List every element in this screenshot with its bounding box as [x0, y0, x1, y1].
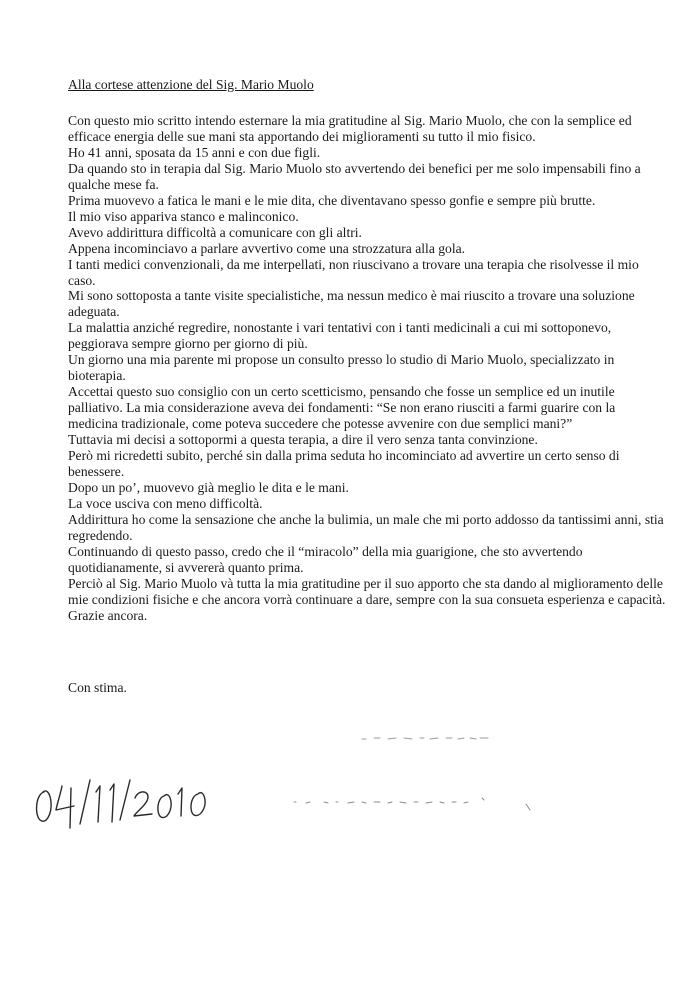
letter-heading: Alla cortese attenzione del Sig. Mario Muolo [68, 77, 314, 92]
handwritten-date [30, 770, 215, 830]
paragraph: Grazie ancora. [68, 607, 148, 623]
paragraph: Appena incominciavo a parlare avvertivo come una strozzatura alla gola. [68, 240, 466, 256]
letter-body [68, 113, 668, 624]
closing-salutation: Con stima. [68, 680, 127, 695]
paragraph: Ho 41 anni, sposata da 15 anni e con due figli. [68, 144, 321, 160]
signature-mark [290, 790, 540, 815]
paragraph: Continuando di questo passo, credo che il “miracolo” della mia guarigione, che sto avvertendo quotidianamente, si avvererà quanto prima. [68, 543, 583, 575]
paragraph: Il mio viso appariva stanco e malinconico. [68, 208, 299, 224]
paragraph: Da quando sto in terapia dal Sig. Mario Muolo sto avvertendo dei benefici per me solo impensabili fino a qualche mese fa. [68, 160, 641, 192]
paragraph: Dopo un po’, muovevo già meglio le dita e le mani. [68, 479, 349, 495]
paragraph: Avevo addirittura difficoltà a comunicare con gli altri. [68, 224, 362, 240]
paragraph: La voce usciva con meno difficoltà. [68, 495, 263, 511]
paragraph: Prima muovevo a fatica le mani e le mie dita, che diventavano spesso gonfie e sempre più brutte. [68, 192, 596, 208]
paragraph: Però mi ricredetti subito, perché sin dalla prima seduta ho incominciato ad avvertire un certo senso di benessere. [68, 448, 620, 479]
paragraph: Perciò al Sig. Mario Muolo và tutta la mia gratitudine per il suo apporto che sta dando al miglioramento delle mie condizioni fisiche e che ancora vorrà continuare a dare, sempre con la sua consueta esperienza e capacità. [68, 575, 666, 607]
paragraph: Accettai questo suo consiglio con un certo scetticismo, pensando che fosse un semplice ed un inutile palliativo. La mia considerazione aveva dei fondamenti: “Se non erano riusciti a farmi guarire con la medicina tradizionale, come poteva succedere che potesse avvenire con due semplici mani?” [68, 384, 616, 432]
paragraph: Con questo mio scritto intendo esternare la mia gratitudine al Sig. Mario Muolo, che con la semplice ed efficace energia delle sue mani sta apportando dei miglioramenti su tutto il mio fisico. [68, 113, 632, 144]
paragraph: Addirittura ho come la sensazione che anche la bulimia, un male che mi porto addosso da tantissimi anni, stia regredendo. [68, 511, 664, 543]
signature-mark [360, 733, 490, 743]
paragraph: La malattia anziché regredire, nonostante i vari tentativi con i tanti medicinali a cui mi sottoponevo, peggiorava sempre giorno per giorno di più. [68, 320, 612, 352]
paragraph: I tanti medici convenzionali, da me interpellati, non riuscivano a trovare una terapia che risolvesse il mio caso. [68, 256, 639, 288]
paragraph: Tuttavia mi decisi a sottopormi a questa terapia, a dire il vero senza tanta convinzione. [68, 432, 538, 448]
paragraph: Un giorno una mia parente mi propose un consulto presso lo studio di Mario Muolo, specializzato in bioterapia. [68, 352, 615, 384]
paragraph: Mi sono sottoposta a tante visite specialistiche, ma nessun medico è mai riuscito a trovare una soluzione adeguata. [68, 288, 635, 320]
